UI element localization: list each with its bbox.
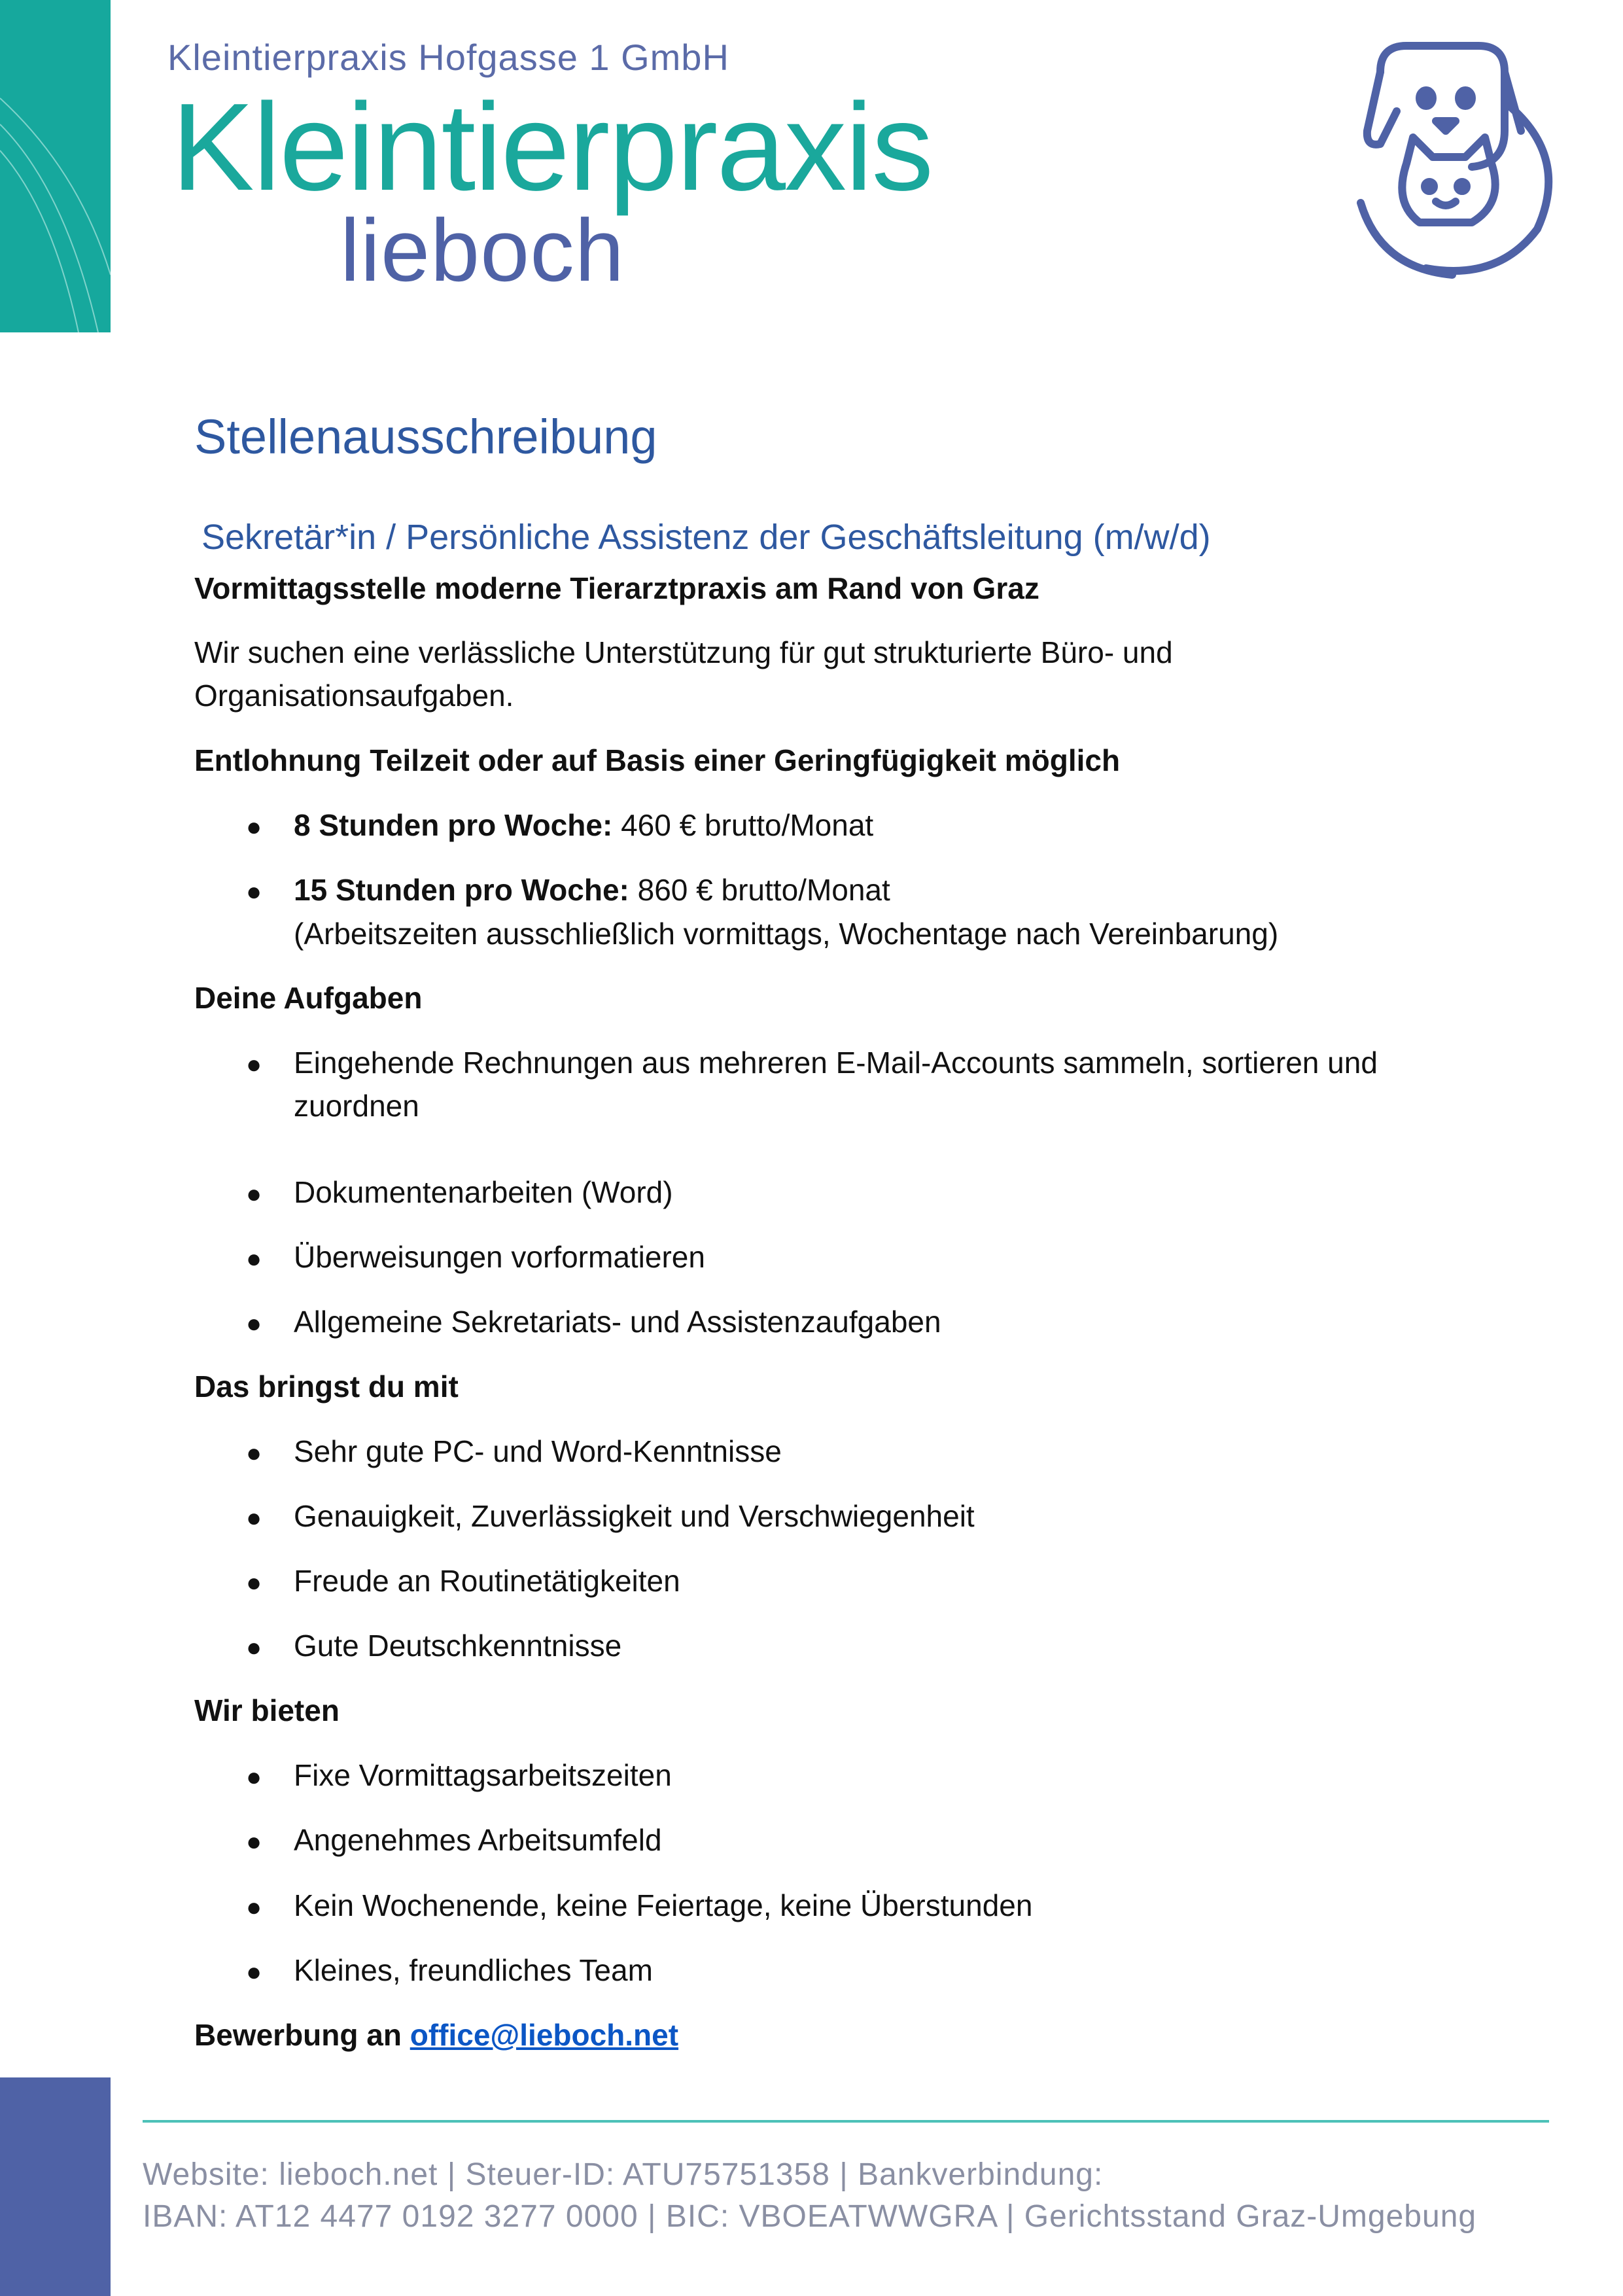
task-item: Eingehende Rechnungen aus mehreren E-Mail-Accounts sammeln, sortieren und	[294, 1046, 1378, 1080]
bullet-icon: ●	[246, 813, 262, 841]
decorative-curves	[0, 0, 111, 332]
pay-label: 15 Stunden pro Woche:	[294, 873, 629, 907]
apply-label: Bewerbung an	[194, 2018, 402, 2052]
bullet-icon: ●	[246, 877, 262, 906]
task-item: Allgemeine Sekretariats- und Assistenzaufgaben	[294, 1305, 941, 1339]
bullet-icon: ●	[246, 1245, 262, 1273]
header-accent-bar	[0, 0, 111, 332]
pet-logo-icon	[1341, 33, 1577, 288]
pay-item	[294, 804, 1439, 847]
pay-value: 860 € brutto/Monat	[637, 873, 890, 907]
skill-item: Sehr gute PC- und Word-Kenntnisse	[294, 1434, 782, 1468]
bullet-icon: ●	[246, 1439, 262, 1468]
footer-accent-bar	[0, 2077, 111, 2296]
intro-line-1: Wir suchen eine verlässliche Unterstützung für gut strukturierte Büro- und	[194, 635, 1173, 669]
document-title: Stellenausschreibung	[194, 410, 657, 464]
offer-item: Kein Wochenende, keine Feiertage, keine Überstunden	[294, 1888, 1033, 1922]
apply-line	[194, 2013, 678, 2057]
offer-item: Angenehmes Arbeitsumfeld	[294, 1823, 662, 1857]
pay-item	[294, 868, 1439, 912]
footer-line-2: IBAN: AT12 4477 0192 3277 0000 | BIC: VBOEATWWGRA | Gerichtsstand Graz-Umgebung	[143, 2199, 1477, 2234]
bullet-icon: ●	[246, 1828, 262, 1856]
offer-item: Fixe Vormittagsarbeitszeiten	[294, 1758, 672, 1792]
skill-item: Freude an Routinetätigkeiten	[294, 1564, 680, 1598]
bullet-icon: ●	[246, 1504, 262, 1532]
pay-label: 8 Stunden pro Woche:	[294, 808, 613, 842]
bullet-icon: ●	[246, 1050, 262, 1079]
brand-wordmark: Kleintierpraxis	[171, 78, 933, 217]
bullet-icon: ●	[246, 1763, 262, 1792]
bullet-icon: ●	[246, 1893, 262, 1922]
task-item: Dokumentenarbeiten (Word)	[294, 1175, 673, 1209]
company-name: Kleintierpraxis Hofgasse 1 GmbH	[167, 37, 729, 78]
tasks-heading: Deine Aufgaben	[194, 981, 423, 1015]
pay-note: (Arbeitszeiten ausschließlich vormittags, Wochentage nach Vereinbarung)	[294, 917, 1279, 951]
bullet-icon: ●	[246, 1958, 262, 1987]
job-title: Sekretär*in / Persönliche Assistenz der Geschäftsleitung (m/w/d)	[201, 518, 1211, 557]
bullet-icon: ●	[246, 1309, 262, 1338]
offer-item: Kleines, freundliches Team	[294, 1953, 653, 1987]
skill-item: Genauigkeit, Zuverlässigkeit und Verschwiegenheit	[294, 1499, 975, 1533]
pay-heading: Entlohnung Teilzeit oder auf Basis einer Geringfügigkeit möglich	[194, 743, 1121, 777]
footer-line-1: Website: lieboch.net | Steuer-ID: ATU75751358 | Bankverbindung:	[143, 2157, 1104, 2192]
footer-divider	[143, 2120, 1549, 2123]
email-link[interactable]: office@lieboch.net	[410, 2018, 679, 2052]
task-item: Überweisungen vorformatieren	[294, 1240, 705, 1274]
tagline: Vormittagsstelle moderne Tierarztpraxis am Rand von Graz	[194, 571, 1039, 605]
brand-location: lieboch	[340, 201, 625, 300]
intro-line-2: Organisationsaufgaben.	[194, 679, 514, 713]
offer-heading: Wir bieten	[194, 1693, 340, 1727]
bullet-icon: ●	[246, 1180, 262, 1209]
task-item-continued: zuordnen	[294, 1089, 419, 1123]
skill-item: Gute Deutschkenntnisse	[294, 1629, 622, 1663]
skills-heading: Das bringst du mit	[194, 1369, 459, 1404]
bullet-icon: ●	[246, 1568, 262, 1597]
pay-value: 460 € brutto/Monat	[621, 808, 874, 842]
bullet-icon: ●	[246, 1633, 262, 1662]
